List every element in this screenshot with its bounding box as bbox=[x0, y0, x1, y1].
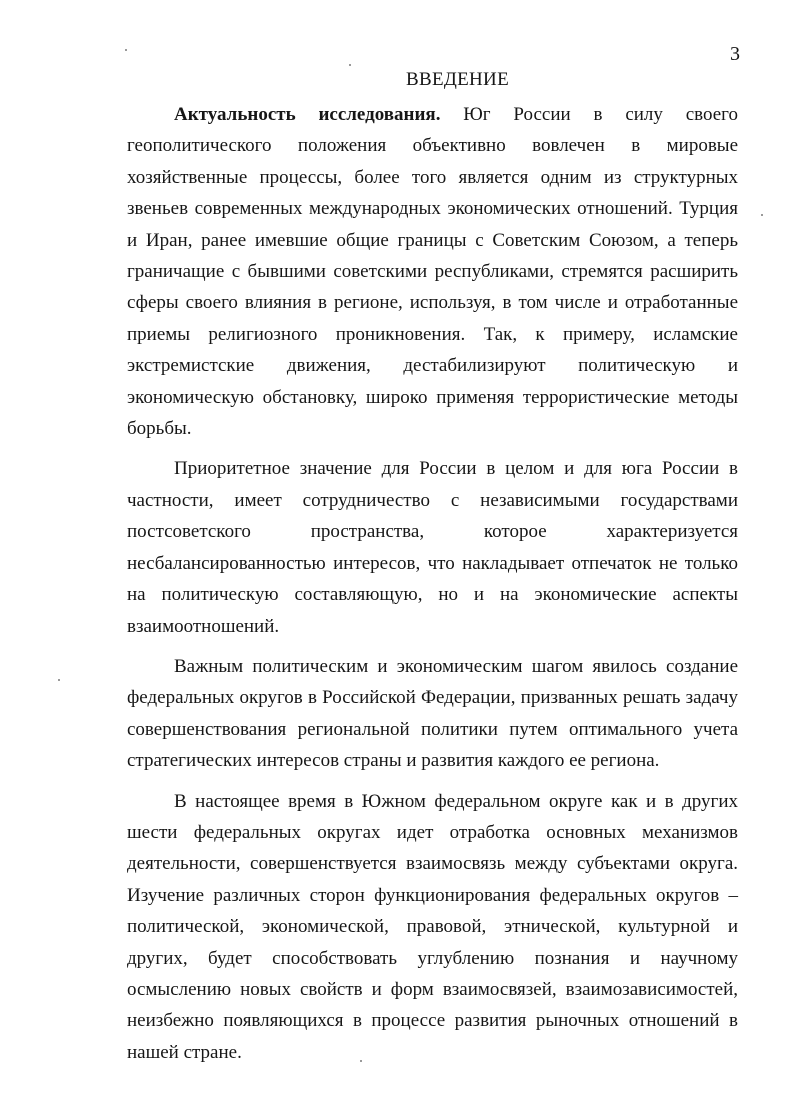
paragraph: В настоящее время в Южном федеральном округе как и в других шести федеральных округах идет отработка основных механизмов деятельности, совершенствуется взаимосвязь между субъектами округа. Изучение различных сторон функционирования федеральных округов – политической, экономической, правовой, этнической, культурной и других, будет способствовать углублению познания и научному осмыслению новых свойств и форм взаимосвязей, взаимозависимостей, неизбежно появляющихся в процессе развития рыночных отношений в нашей стране. bbox=[127, 790, 738, 1063]
paragraph: Важным политическим и экономическим шагом явилось создание федеральных округов в Российской Федерации, призванных решать задачу совершенствования региональной политики путем оптимального учета стратегических интересов страны и развития каждого ее региона. bbox=[127, 655, 738, 772]
body-text bbox=[127, 99, 738, 1077]
scan-speck bbox=[58, 679, 60, 681]
paragraph-text: Юг России в силу своего геополитического положения объективно вовлечен в мировые хозяйственные процессы, более того является одним из структурных звеньев современных международных экономических отношений. Турция и Иран, ранее имевшие общие границы с Советским Союзом, а теперь граничащие с бывшими советскими республиками, стремятся расширить сферы своего влияния в регионе, используя, в том числе и отработанные приемы религиозного проникновения. Так, к примеру, исламские экстремистские движения, дестабилизируют политическую и экономическую обстановку, широко применяя террористические методы борьбы. bbox=[127, 104, 738, 440]
paragraph: Приоритетное значение для России в целом и для юга России в частности, имеет сотрудничество с независимыми государствами постсоветского пространства, которое характеризуется несбалансированностью интересов, что накладывает отпечаток не только на политическую составляющую, но и на экономические аспекты взаимоотношений. bbox=[127, 458, 738, 637]
paragraph bbox=[127, 99, 738, 444]
page-heading: ВВЕДЕНИЕ bbox=[406, 69, 509, 90]
scan-speck bbox=[125, 49, 127, 51]
scan-speck bbox=[349, 64, 351, 66]
paragraph-lead: Актуальность исследования. bbox=[174, 104, 441, 125]
page-number: 3 bbox=[730, 43, 740, 65]
scan-speck bbox=[761, 214, 763, 216]
